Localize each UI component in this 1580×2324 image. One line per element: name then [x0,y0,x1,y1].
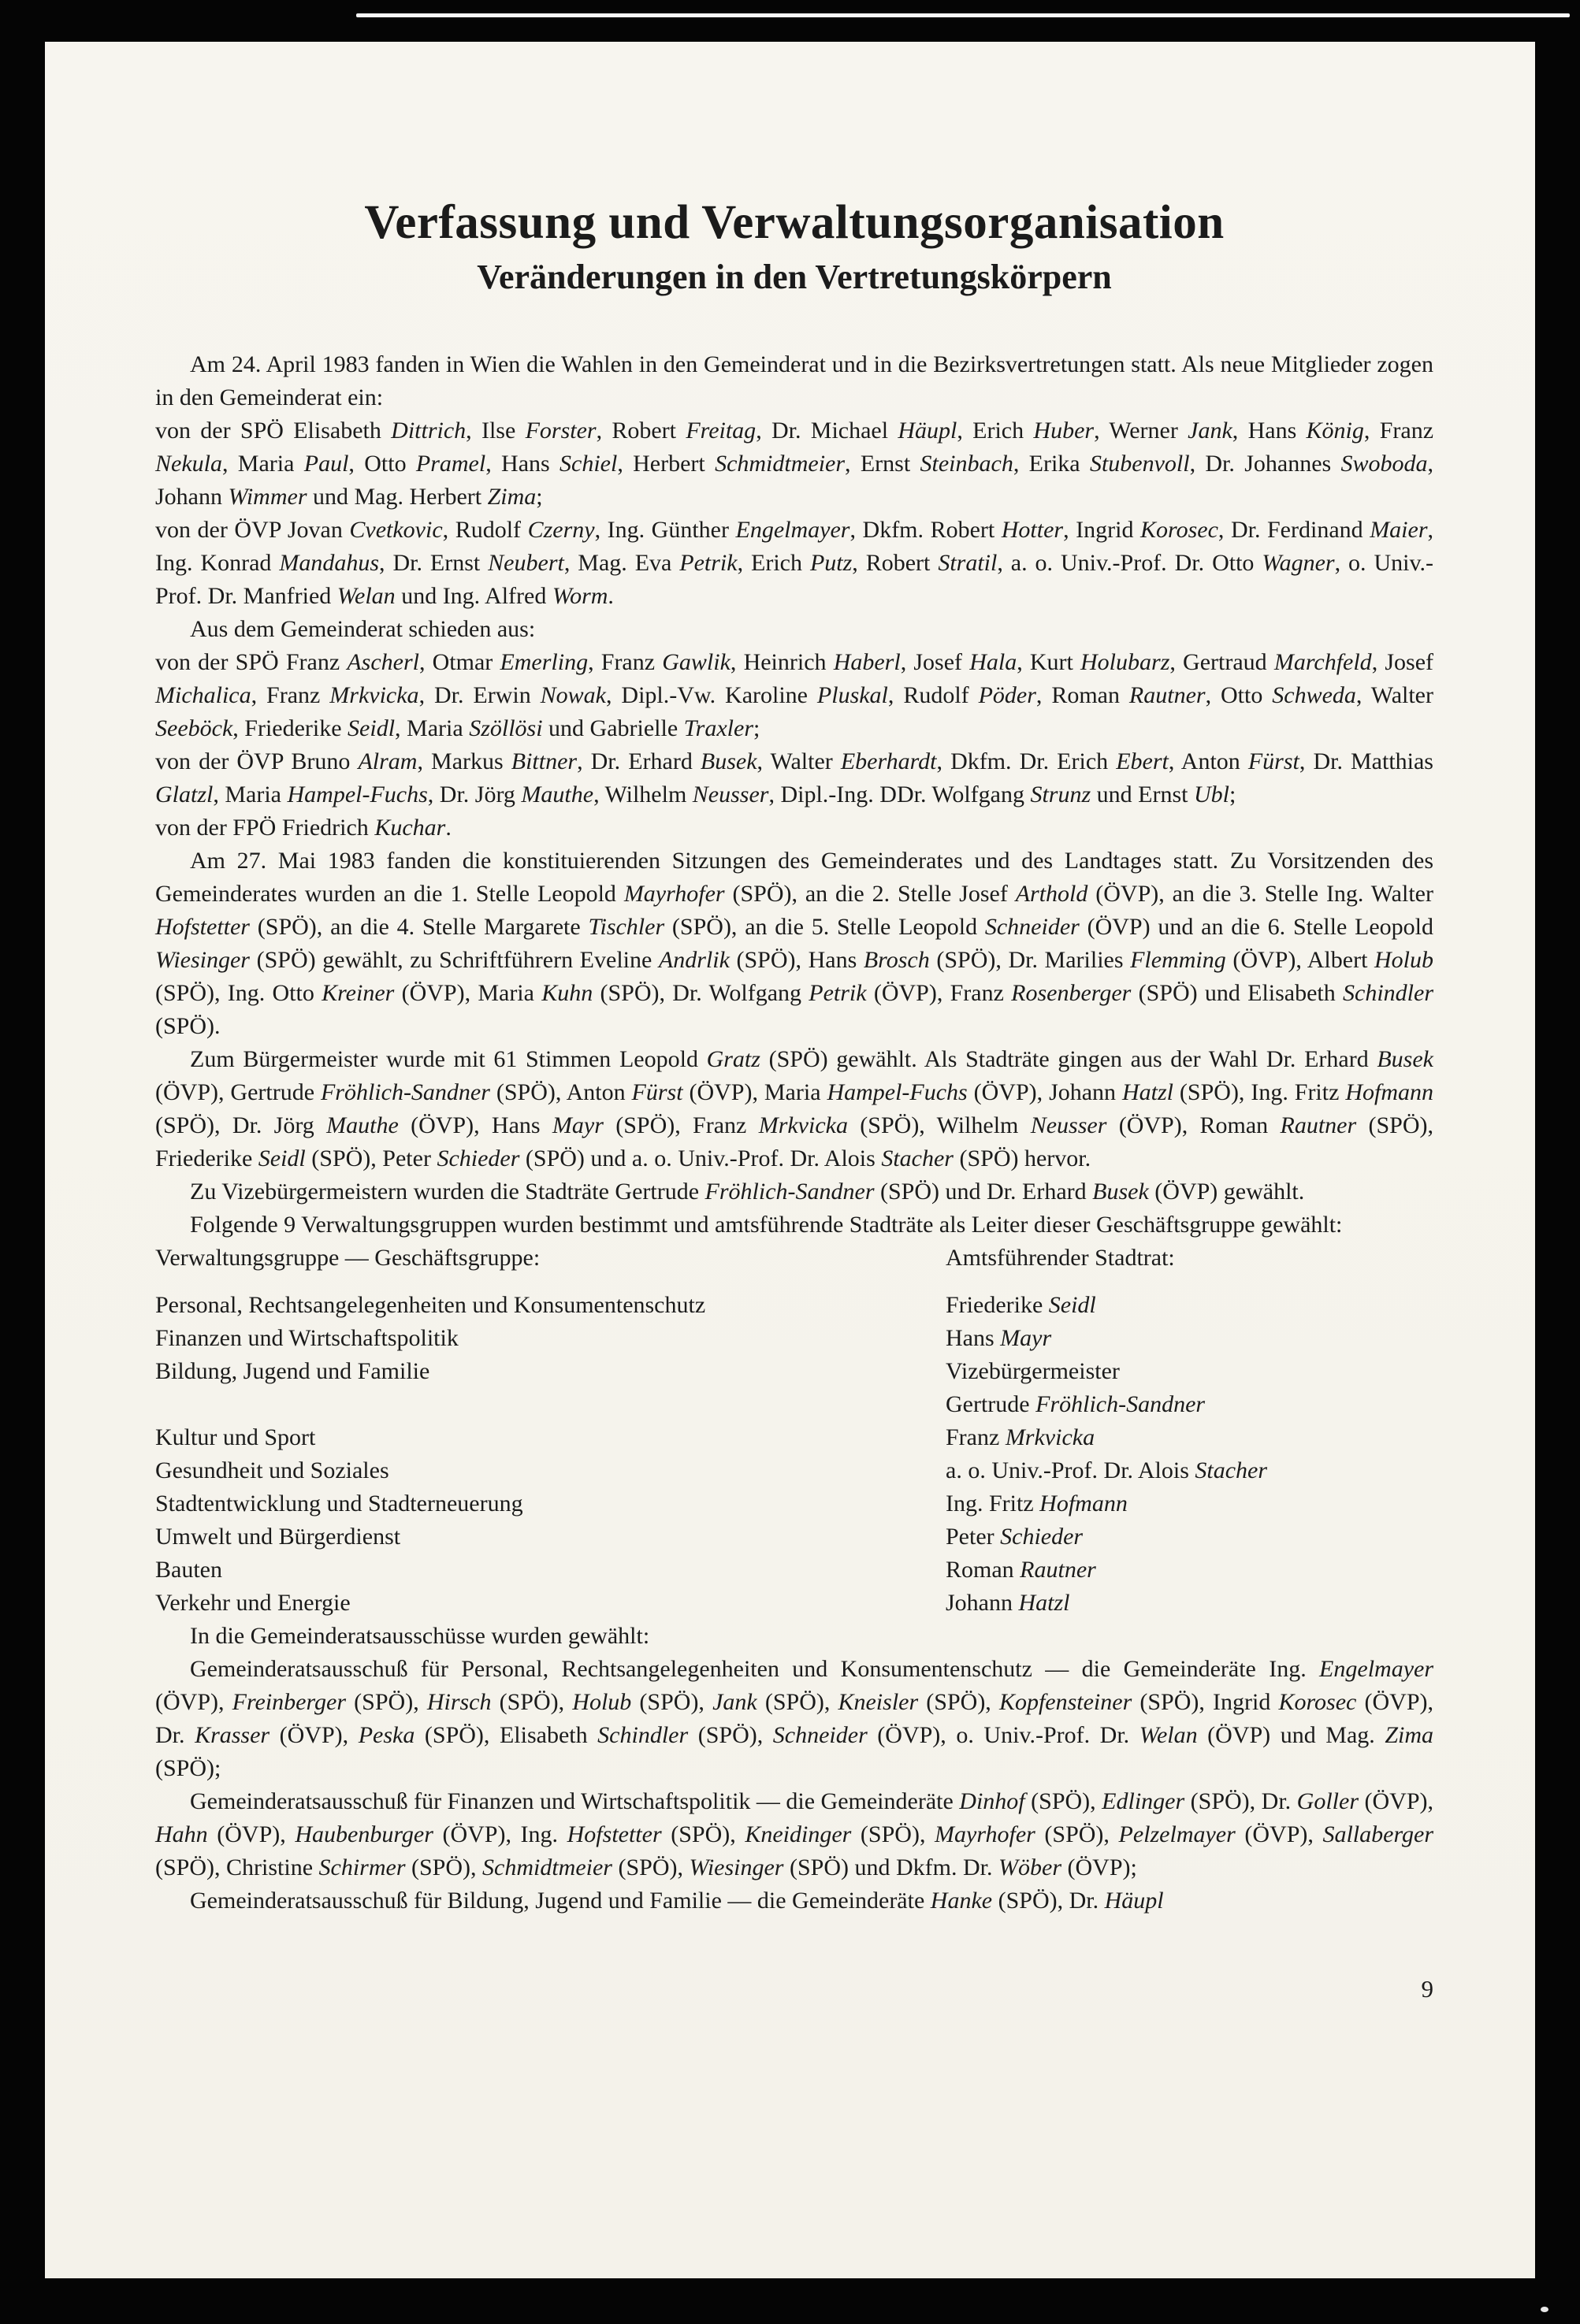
committee-paragraphs [155,1620,1433,1917]
assignment-table-header [155,1242,1433,1275]
page-subtitle: Veränderungen in den Vertretungskörpern [477,258,1112,297]
assignment-stadtrat-name: Franz Mrkvicka [946,1424,1095,1450]
assignment-row [155,1554,1433,1587]
assignment-group-label: Bildung, Jugend und Familie [155,1357,430,1384]
paragraph: Folgende 9 Verwaltungsgruppen wurden bestimmt und amtsführende Stadträte als Leiter dieser Geschäftsgruppe gewählt: [190,1211,1343,1238]
paragraph: Am 27. Mai 1983 fanden die konstituierenden Sitzungen des Gemeinderates und des Landtages statt. Zu Vorsitzenden des Gemeinderates wurden an die 1. Stelle Leopold Mayrhofer (SPÖ), an die 2. Stelle Josef Arthold (ÖVP), an die 3. Stelle Ing. Walter Hofstetter (SPÖ), an die 4. Stelle Margarete Tischler (SPÖ), an die 5. Stelle Leopold Schneider (ÖVP) und an die 6. Stelle Leopold Wiesinger (SPÖ) gewählt, zu Schriftführern Eveline Andrlik (SPÖ), Hans Brosch (SPÖ), Dr. Marilies Flemming (ÖVP), Albert Holub (SPÖ), Ing. Otto Kreiner (ÖVP), Maria Kuhn (SPÖ), Dr. Wolfgang Petrik (ÖVP), Franz Rosenberger (SPÖ) und Elisabeth Schindler (SPÖ). [155,847,1434,1039]
assignment-row [155,1388,1433,1421]
assignment-group-label: Finanzen und Wirtschaftspolitik [155,1324,459,1351]
assignment-row [155,1454,1433,1487]
document-page [45,42,1535,2278]
assignment-stadtrat-name: Peter Schieder [946,1523,1084,1550]
paragraph: Gemeinderatsausschuß für Bildung, Jugend und Familie — die Gemeinderäte Hanke (SPÖ), Dr. Häupl [190,1887,1164,1914]
assignment-group-label: Bauten [155,1556,222,1583]
assignment-group-label: Umwelt und Bürgerdienst [155,1523,401,1550]
paragraph: Zu Vizebürgermeistern wurden die Stadträte Gertrude Fröhlich-Sandner (SPÖ) und Dr. Erhard Busek (ÖVP) gewählt. [190,1178,1305,1205]
assignment-row [155,1322,1433,1355]
assignment-group-label: Verkehr und Energie [155,1589,351,1616]
paragraph: Am 24. April 1983 fanden in Wien die Wahlen in den Gemeinderat und in die Bezirksvertretungen statt. Als neue Mitglieder zogen in den Gemeinderat ein: [155,351,1433,410]
assignment-group-label: Kultur und Sport [155,1424,316,1450]
paragraph: von der SPÖ Franz Ascherl, Otmar Emerling, Franz Gawlik, Heinrich Haberl, Josef Hala, Kurt Holubarz, Gertraud Marchfeld, Josef Michalica, Franz Mrkvicka, Dr. Erwin Nowak, Dipl.-Vw. Karoline Pluskal, Rudolf Pöder, Roman Rautner, Otto Schweda, Walter Seeböck, Friederike Seidl, Maria Szöllösi und Gabrielle Traxler; [155,648,1434,741]
assignment-row [155,1421,1433,1454]
paragraph: von der ÖVP Bruno Alram, Markus Bittner, Dr. Erhard Busek, Walter Eberhardt, Dkfm. Dr. Erich Ebert, Anton Fürst, Dr. Matthias Glatzl, Maria Hampel-Fuchs, Dr. Jörg Mauthe, Wilhelm Neusser, Dipl.-Ing. DDr. Wolfgang Strunz und Ernst Ubl; [155,748,1433,807]
assignment-group-label [155,1388,946,1421]
assignment-stadtrat-name: Johann Hatzl [946,1589,1070,1616]
page-number: 9 [1421,1974,1433,2003]
assignment-group-label: Stadtentwicklung und Stadterneuerung [155,1490,523,1517]
document-body [155,348,1433,2006]
assignment-row [155,1289,1433,1322]
paragraph: von der SPÖ Elisabeth Dittrich, Ilse Forster, Robert Freitag, Dr. Michael Häupl, Erich Huber, Werner Jank, Hans König, Franz Nekula, Maria Paul, Otto Pramel, Hans Schiel, Herbert Schmidtmeier, Ernst Steinbach, Erika Stubenvoll, Dr. Johannes Swoboda, Johann Wimmer und Mag. Herbert Zima; [155,417,1434,510]
assignment-row [155,1587,1433,1620]
page-content [155,42,1433,2006]
paragraph: In die Gemeinderatsausschüsse wurden gewählt: [190,1622,650,1649]
paragraph: von der FPÖ Friedrich Kuchar. [155,814,452,841]
page-title: Verfassung und Verwaltungsorganisation [364,196,1225,249]
assignment-stadtrat-name: Hans Mayr [946,1324,1052,1351]
assignment-row [155,1520,1433,1554]
assignment-stadtrat-name: Ing. Fritz Hofmann [946,1490,1128,1517]
paragraph: Gemeinderatsausschuß für Personal, Rechtsangelegenheiten und Konsumentenschutz — die Gemeinderäte Ing. Engelmayer (ÖVP), Freinberger (SPÖ), Hirsch (SPÖ), Holub (SPÖ), Jank (SPÖ), Kneisler (SPÖ), Kopfensteiner (SPÖ), Ingrid Korosec (ÖVP), Dr. Krasser (ÖVP), Peska (SPÖ), Elisabeth Schindler (SPÖ), Schneider (ÖVP), o. Univ.-Prof. Dr. Welan (ÖVP) und Mag. Zima (SPÖ); [155,1655,1434,1781]
paragraph: von der ÖVP Jovan Cvetkovic, Rudolf Czerny, Ing. Günther Engelmayer, Dkfm. Robert Hotter, Ingrid Korosec, Dr. Ferdinand Maier, Ing. Konrad Mandahus, Dr. Ernst Neubert, Mag. Eva Petrik, Erich Putz, Robert Stratil, a. o. Univ.-Prof. Dr. Otto Wagner, o. Univ.-Prof. Dr. Manfried Welan und Ing. Alfred Worm. [155,516,1434,609]
assignment-row [155,1487,1433,1520]
assignment-stadtrat-name: a. o. Univ.-Prof. Dr. Alois Stacher [946,1457,1268,1483]
assignment-group-label: Gesundheit und Soziales [155,1457,389,1483]
assignment-group-label: Personal, Rechtsangelegenheiten und Konsumentenschutz [155,1291,706,1318]
assignment-rows [155,1289,1433,1620]
assignment-stadtrat-name: Friederike Seidl [946,1291,1096,1318]
scan-artifact-line [356,13,1570,17]
assignment-left-header: Verwaltungsgruppe — Geschäftsgruppe: [155,1244,541,1271]
assignment-table [155,1242,1433,1620]
intro-paragraphs [155,348,1433,1242]
scan-artifact-dot [1541,2307,1548,2312]
paragraph: Gemeinderatsausschuß für Finanzen und Wirtschaftspolitik — die Gemeinderäte Dinhof (SPÖ), Edlinger (SPÖ), Dr. Goller (ÖVP), Hahn (ÖVP), Haubenburger (ÖVP), Ing. Hofstetter (SPÖ), Kneidinger (SPÖ), Mayrhofer (SPÖ), Pelzelmayer (ÖVP), Sallaberger (SPÖ), Christine Schirmer (SPÖ), Schmidtmeier (SPÖ), Wiesinger (SPÖ) und Dkfm. Dr. Wöber (ÖVP); [155,1788,1434,1880]
paragraph: Aus dem Gemeinderat schieden aus: [190,615,536,642]
paragraph: Zum Bürgermeister wurde mit 61 Stimmen Leopold Gratz (SPÖ) gewählt. Als Stadträte gingen aus der Wahl Dr. Erhard Busek (ÖVP), Gertrude Fröhlich-Sandner (SPÖ), Anton Fürst (ÖVP), Maria Hampel-Fuchs (ÖVP), Johann Hatzl (SPÖ), Ing. Fritz Hofmann (SPÖ), Dr. Jörg Mauthe (ÖVP), Hans Mayr (SPÖ), Franz Mrkvicka (SPÖ), Wilhelm Neusser (ÖVP), Roman Rautner (SPÖ), Friederike Seidl (SPÖ), Peter Schieder (SPÖ) und a. o. Univ.-Prof. Dr. Alois Stacher (SPÖ) hervor. [155,1045,1434,1171]
assignment-stadtrat-name: Gertrude Fröhlich-Sandner [946,1390,1206,1417]
assignment-stadtrat-name: Roman Rautner [946,1556,1096,1583]
assignment-stadtrat-name: Vizebürgermeister [946,1357,1120,1384]
assignment-right-header: Amtsführender Stadtrat: [946,1244,1175,1271]
assignment-row [155,1355,1433,1388]
